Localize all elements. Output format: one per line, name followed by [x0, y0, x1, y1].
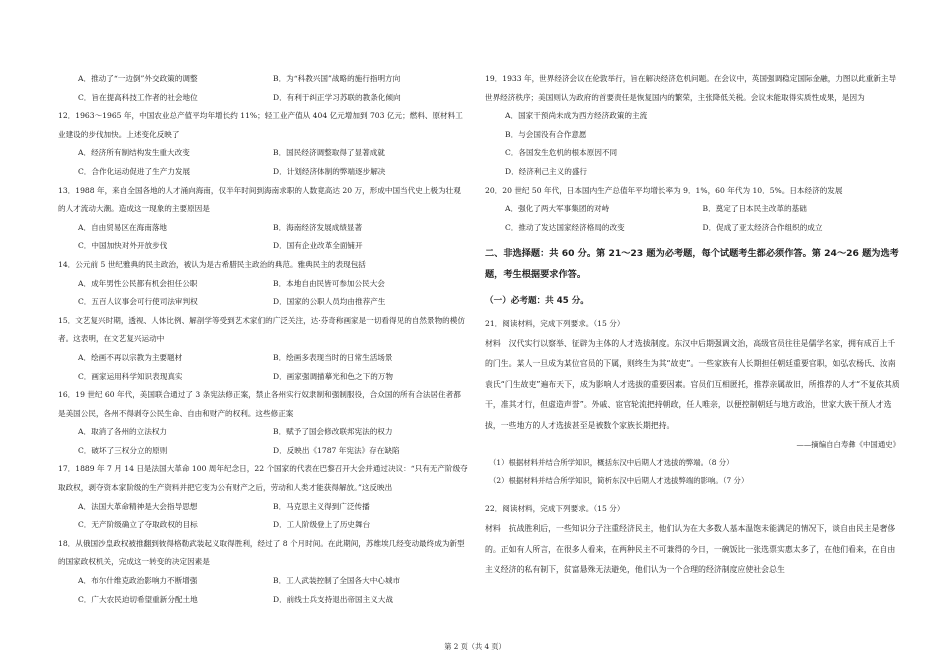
q13-option-c: C．中国加快对外开放步伐 [78, 241, 168, 251]
q12-option-b: B．国民经济调整取得了显著成就 [273, 148, 385, 158]
q16-option-c: C．破坏了三权分立的原则 [78, 445, 168, 455]
q19-option-c: C．各国发生危机的根本原因不同 [505, 148, 618, 158]
q18-option-d: D．前线士兵支持退出帝国主义大战 [273, 594, 393, 604]
q11-option-d: D．有利于纠正学习苏联的教条化倾向 [273, 92, 401, 102]
q15-stem: 15．文艺复兴时期，透视、人体比例、解剖学等受到艺术家们的广泛关注，达·芬奇称画家是一切看得见的自然景物的模仿者。这表明，在文艺复兴运动中 [58, 315, 465, 344]
q13-option-b: B．海南经济发展成绩显著 [273, 222, 363, 232]
question-15 [58, 312, 468, 386]
q17-option-a: A．法国大革命精神是大会指导思想 [78, 501, 198, 511]
q16-option-b: B．赋予了国会修改联邦宪法的权力 [273, 427, 393, 437]
section-2-title: 二、非选择题：共 60 分。第 21～23 题为必考题，每个试题考生都必须作答。第 24～26 题为选考题，考生根据要求作答。 [485, 248, 899, 281]
q16-stem: 16．19 世纪 60 年代，美国联合通过了 3 条宪法修正案，禁止各州实行奴隶制和强制服役，合众国的所有合法居住者都是美国公民，各州不得剥夺公民生命、自由和财产的权利。这些修正案 [58, 390, 461, 418]
q19-option-d: D．经济利己主义的盛行 [505, 166, 588, 176]
question-22-heading: 22．阅读材料，完成下列要求。（15 分） [485, 504, 625, 514]
q15-option-d: D．画家强调描摹光和色之下的万物 [273, 371, 393, 381]
q21-source: ——摘编自白寿彝《中国通史》 [796, 440, 900, 450]
q12-stem: 12．1963～1965 年，中国农业总产值平均年增长约 11%；轻工业产值从 404 亿元增加到 703 亿元；燃料、原材料工业建设的步伐加快。上述变化反映了 [58, 111, 463, 139]
q12-option-a: A．经济所有制结构发生重大改变 [78, 148, 190, 158]
question-19 [485, 70, 900, 182]
subsection-1-title: （一）必考题：共 45 分。 [485, 296, 589, 307]
question-16 [58, 386, 468, 460]
q15-option-a: A．绘画不再以宗教为主要题材 [78, 352, 183, 362]
question-18 [58, 535, 468, 609]
q17-option-d: D．工人阶级登上了历史舞台 [273, 520, 371, 530]
q12-option-c: C．合作化运动促进了生产力发展 [78, 166, 191, 176]
page-footer: 第 2 页（共 4 页） [444, 642, 506, 651]
q11-option-c: C．旨在提高科技工作者的社会地位 [78, 92, 198, 102]
question-17 [58, 460, 468, 534]
q14-option-a: A．成年男性公民都有机会担任公职 [78, 278, 198, 288]
q13-option-a: A．自由贸易区在海南落地 [78, 222, 168, 232]
left-column [58, 70, 468, 609]
q17-stem: 17．1889 年 7 月 14 日是法国大革命 100 周年纪念日，22 个国家的代表在巴黎召开大会并通过决议：“只有无产阶级夺取政权，剥夺资本家阶级的生产资料并把它变为公有财产之后，劳动和人类才能获得解放。”这反映出 [58, 464, 468, 493]
q18-option-b: B．工人武装控制了全国各大中心城市 [273, 576, 401, 586]
q16-option-d: D．反映出《1787 年宪法》存在缺陷 [273, 445, 400, 455]
right-column [485, 70, 900, 581]
q12-option-d: D．计划经济体制的弊端逐步解决 [273, 166, 386, 176]
q14-option-d: D．国家的公职人员均由推荐产生 [273, 297, 386, 307]
q19-option-b: B．与会国没有合作意愿 [505, 129, 587, 139]
q18-option-a: A．布尔什维克政治影响力不断增强 [78, 576, 198, 586]
q13-option-d: D．国有企业改革全面铺开 [273, 241, 363, 251]
q20-option-d: D．促成了亚太经济合作组织的成立 [702, 222, 823, 232]
question-20 [485, 182, 900, 238]
q21-ask-1: （1）根据材料并结合所学知识，概括东汉中后期人才选拔的弊端。（8 分） [489, 458, 734, 468]
q13-stem: 13．1988 年，来自全国各地的人才涌向海南，仅半年时间到海南求职的人数竟高达 20 万，形成中国当代史上极为壮观的人才流动大潮。造成这一现象的主要原因是 [58, 185, 461, 214]
question-11-options [58, 70, 468, 107]
q17-option-b: B．马克思主义得到广泛传播 [273, 501, 370, 511]
q11-option-b: B．为“科教兴国”战略的施行指明方向 [273, 74, 401, 83]
q15-option-b: B．绘画多表现当时的日常生活场景 [273, 352, 393, 362]
q14-option-c: C．五百人议事会可行使司法审判权 [78, 297, 198, 307]
question-21-heading: 21．阅读材料，完成下列要求。（15 分） [485, 319, 625, 329]
q16-option-a: A．取消了各州的立法权力 [78, 427, 168, 437]
q19-option-a: A．国家干预尚未成为西方经济政策的主流 [505, 111, 648, 121]
q19-stem: 19．1933 年，世界经济会议在伦敦举行，旨在解决经济危机问题。在会议中，英国强调稳定国际金融，力图以此重新主导世界经济秩序；美国则认为政府的首要责任是恢复国内的繁荣，主张降低关税。会议未能取得实质性成果，是因为 [485, 74, 897, 102]
q18-stem: 18．从俄国沙皇政权被推翻到彼得格勒武装起义取得胜利，经过了 8 个月时间。在此期间，苏维埃几经变动最终成为新型的国家政权机关，完成这一转变的决定因素是 [58, 538, 465, 567]
question-13 [58, 182, 468, 256]
q20-option-b: B．奠定了日本民主改革的基础 [702, 204, 807, 214]
q20-stem: 20．20 世纪 50 年代，日本国内生产总值年平均增长率为 9．1%，60 年代为 10．5%。日本经济的发展 [485, 185, 843, 195]
q22-material: 材料 抗战胜利后，一些知识分子注重经济民主，他们认为在大多数人基本温饱未能满足的情况下，谈自由民主是奢侈的。正如有人所言，在很多人看来，在两种民主不可兼得的今日，一碗饭比一张选票实惠太多了，在他们看来，在自由主义经济的私有制下，贫富悬殊无法避免，他们认为一个合理的经济制度应使社会总生 [485, 524, 896, 575]
q21-ask-2: （2）根据材料并结合所学知识，简析东汉中后期人才选拔弊端的影响。（7 分） [489, 476, 749, 486]
question-14 [58, 256, 468, 312]
question-12 [58, 107, 468, 181]
q18-option-c: C．广大农民迫切希望重新分配土地 [78, 594, 198, 604]
q17-option-c: C．无产阶级确立了夺取政权的目标 [78, 520, 198, 530]
q20-option-a: A．强化了两大军事集团的对峙 [505, 204, 610, 214]
q20-option-c: C．推动了发达国家经济格局的改变 [505, 222, 625, 232]
q14-stem: 14．公元前 5 世纪雅典的民主政治，被认为是古希腊民主政治的典范。雅典民主的表现包括 [58, 259, 366, 269]
q14-option-b: B．本地自由民皆可参加公民大会 [273, 278, 385, 288]
q15-option-c: C．画家运用科学知识表现真实 [78, 371, 183, 381]
q21-material: 材料 汉代实行以察举、征辟为主体的人才选拔制度。东汉中后期强调文治，高级官员往往是儒学名家，拥有成百上千的门生。某人一旦成为某位官员的下属，则终生为其“故吏”。一些家族有人长期担任朝廷重要官职，如弘农杨氏、汝南袁氏“门生故吏”遍布天下，成为影响人才选拔的重要因素。官员们互相匿托，推荐亲属故旧，所推荐的人才“不复依其质干，准其才行，但虚造声誉”。外戚、宦官轮流把持朝政，任人唯亲，以便控制朝廷与地方政治，世家大族干预人才选拔，一些地方的人才选拔甚至是被数个家族长期把持。 [485, 338, 900, 430]
q11-option-a: A．推动了“一边倒”外交政策的调整 [78, 74, 198, 83]
